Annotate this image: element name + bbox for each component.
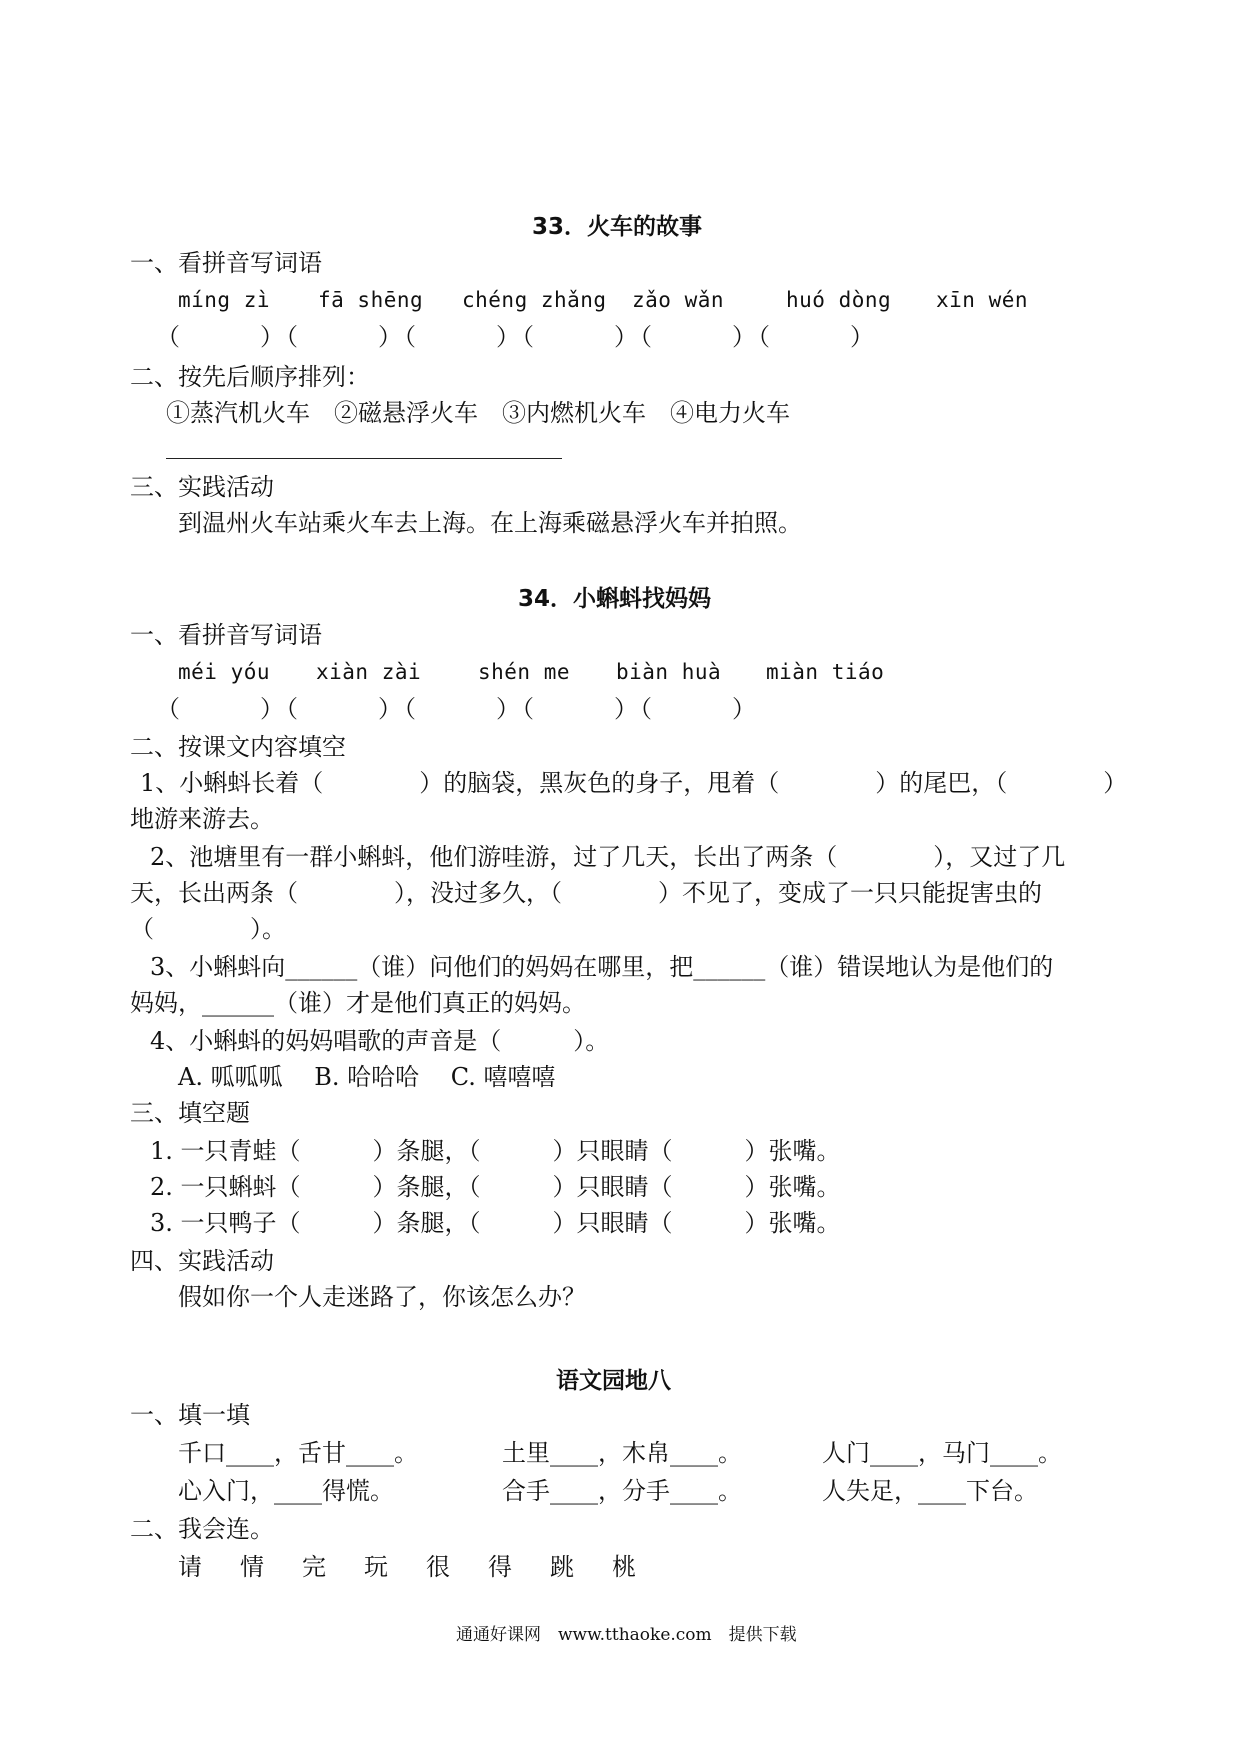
match-char: 请 — [178, 1553, 202, 1581]
answer-options: A. 呱呱呱 B. 哈哈哈 C. 嘻嘻嘻 — [178, 1063, 556, 1091]
match-char: 很 — [426, 1553, 450, 1581]
section-heading: 一、看拼音写词语 — [130, 249, 322, 277]
fill-item: 人门____，马门____。 — [822, 1439, 1062, 1467]
question-text: 天，长出两条（ ），没过多久，（ ）不见了，变成了一只只能捉害虫的 — [130, 879, 1042, 907]
section-heading: 三、填空题 — [130, 1099, 250, 1127]
fill-item: 人失足，____下台。 — [822, 1477, 1038, 1505]
pinyin-item: zǎo wǎn — [632, 288, 725, 312]
fill-line: 2. 一只蝌蚪（ ）条腿，（ ）只眼睛（ ）张嘴。 — [150, 1173, 841, 1201]
question-text: 4、小蝌蚪的妈妈唱歌的声音是（ ）。 — [150, 1027, 610, 1055]
pinyin-item: miàn tiáo — [766, 660, 885, 684]
pinyin-item: xiàn zài — [316, 660, 422, 684]
match-char: 得 — [488, 1553, 512, 1581]
answer-line — [166, 458, 562, 459]
fill-item: 千口____，舌甘____。 — [178, 1439, 418, 1467]
section-heading: 二、我会连。 — [130, 1515, 274, 1543]
fill-line: 1. 一只青蛙（ ）条腿，（ ）只眼睛（ ）张嘴。 — [150, 1137, 841, 1165]
page-footer: 通通好课网 www.tthaoke.com 提供下载 — [456, 1625, 797, 1645]
question-text: 2、池塘里有一群小蝌蚪，他们游哇游，过了几天，长出了两条（ ），又过了几 — [150, 843, 1066, 871]
lesson-33-title: 33．火车的故事 — [532, 214, 703, 240]
fill-line: 3. 一只鸭子（ ）条腿，（ ）只眼睛（ ）张嘴。 — [150, 1209, 841, 1237]
answer-parens-row: （ ）（ ）（ ）（ ）（ ） — [156, 695, 758, 723]
match-char: 跳 — [550, 1553, 574, 1581]
pinyin-item: fā shēng — [318, 288, 424, 312]
pinyin-item: huó dòng — [786, 288, 892, 312]
pinyin-item: biàn huà — [616, 660, 722, 684]
order-items: ①蒸汽机火车 ②磁悬浮火车 ③内燃机火车 ④电力火车 — [166, 399, 790, 427]
pinyin-item: shén me — [478, 660, 571, 684]
garden-title: 语文园地八 — [556, 1368, 671, 1394]
section-heading: 三、实践活动 — [130, 473, 274, 501]
match-char: 情 — [240, 1553, 264, 1581]
question-text: 3、小蝌蚪向______（谁）问他们的妈妈在哪里，把______（谁）错误地认为是他们的 — [150, 953, 1054, 981]
match-char: 完 — [302, 1553, 326, 1581]
match-char: 桃 — [612, 1553, 636, 1581]
question-text: （ ）。 — [130, 915, 286, 943]
pinyin-row — [178, 660, 884, 684]
section-heading: 四、实践活动 — [130, 1247, 274, 1275]
pinyin-row — [178, 288, 1028, 312]
pinyin-item: míng zì — [178, 288, 271, 312]
answer-parens-row: （ ）（ ）（ ）（ ）（ ）（ ） — [156, 323, 876, 351]
lesson-34-title: 34．小蝌蚪找妈妈 — [518, 586, 712, 612]
pinyin-item: chéng zhǎng — [462, 288, 607, 312]
question-text: 地游来游去。 — [130, 805, 274, 833]
practice-text: 到温州火车站乘火车去上海。在上海乘磁悬浮火车并拍照。 — [178, 509, 802, 537]
matching-chars — [178, 1552, 636, 1582]
pinyin-item: méi yóu — [178, 660, 271, 684]
fill-item: 合手____，分手____。 — [502, 1477, 742, 1505]
fill-item: 土里____，木帛____。 — [502, 1439, 742, 1467]
section-heading: 二、按课文内容填空 — [130, 733, 346, 761]
section-heading: 一、填一填 — [130, 1401, 250, 1429]
practice-text: 假如你一个人走迷路了，你该怎么办？ — [178, 1283, 586, 1311]
section-heading: 二、按先后顺序排列： — [130, 363, 370, 391]
section-heading: 一、看拼音写词语 — [130, 621, 322, 649]
question-text: 1、小蝌蚪长着（ ）的脑袋，黑灰色的身子，甩着（ ）的尾巴，（ ） — [140, 769, 1128, 797]
match-char: 玩 — [364, 1553, 388, 1581]
question-text: 妈妈，______（谁）才是他们真正的妈妈。 — [130, 989, 586, 1017]
pinyin-item: xīn wén — [936, 288, 1029, 312]
fill-item: 心入门，____得慌。 — [178, 1477, 394, 1505]
